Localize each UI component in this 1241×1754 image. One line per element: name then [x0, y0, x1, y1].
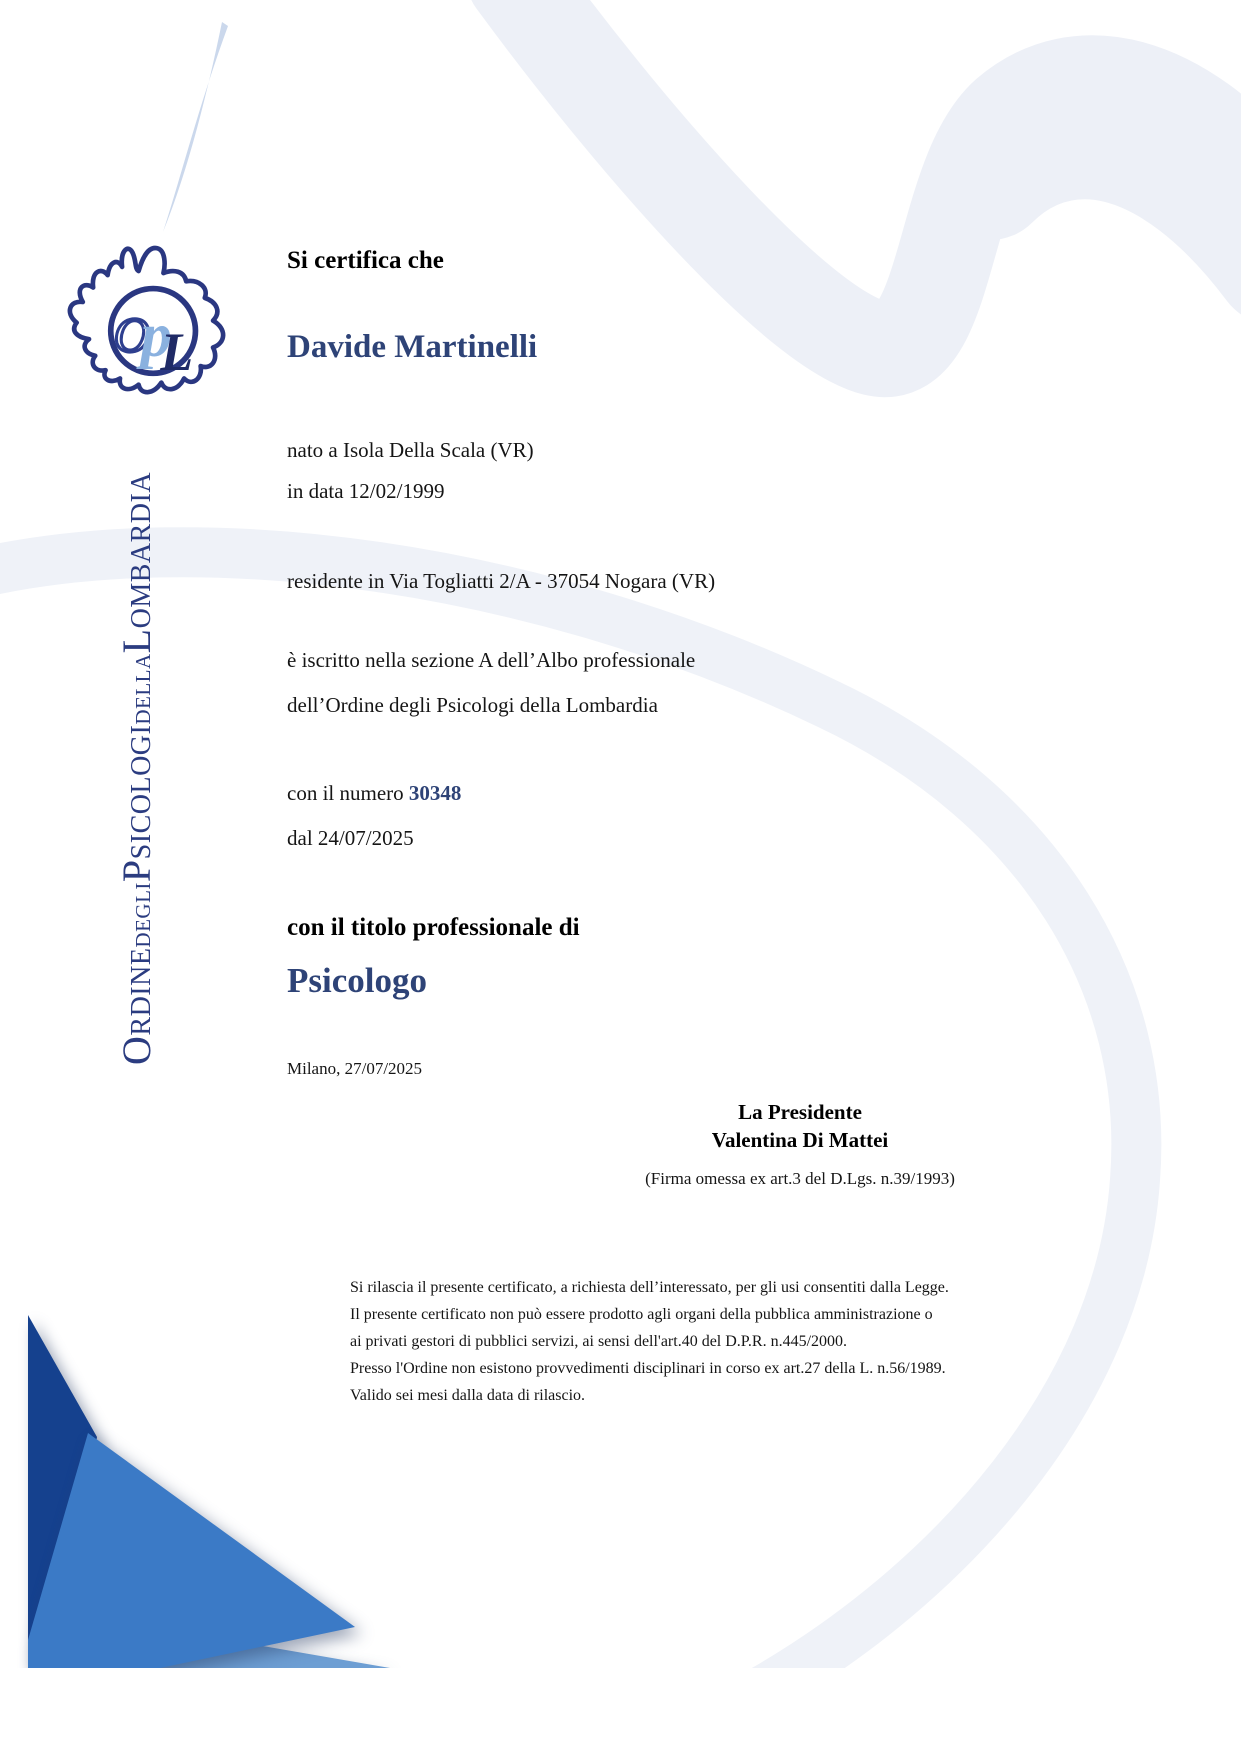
- sidebar-text-segment: DEGLI: [131, 882, 155, 948]
- registration-number-line: [287, 781, 461, 806]
- registration-number-value: 30348: [408, 781, 462, 805]
- professional-title-label: con il titolo professionale di: [287, 914, 580, 941]
- sidebar-vertical-text: [114, 472, 169, 1065]
- signature-block: [600, 1098, 1000, 1193]
- logo-letter-o-icon: O: [113, 307, 150, 363]
- registration-date-line: dal 24/07/2025: [287, 826, 414, 850]
- birth-place-line: nato a Isola Della Scala (VR): [287, 438, 534, 462]
- sidebar-text-segment: SICOLOGI: [126, 724, 157, 860]
- sidebar-text-segment: O: [114, 1035, 159, 1065]
- logo-letter-l-icon: L: [160, 322, 194, 383]
- professional-title-value: Psicologo: [287, 961, 427, 1000]
- sidebar-text-segment: RDINE: [126, 947, 157, 1036]
- birth-date-line: in data 12/02/1999: [287, 479, 445, 503]
- certify-label: Si certifica che: [287, 247, 444, 274]
- sidebar-text-segment: DELLA: [131, 653, 155, 725]
- signature-omission-note: (Firma omessa ex art.3 del D.Lgs. n.39/1993): [645, 1169, 955, 1188]
- sidebar-text-segment: P: [114, 859, 159, 883]
- signature-name: Valentina Di Mattei: [711, 1128, 889, 1152]
- registration-number-label: con il numero: [287, 781, 409, 805]
- footer-line: Il presente certificato non può essere prodotto agli organi della pubblica amministrazione o: [350, 1306, 933, 1323]
- top-left-sliver: [163, 22, 228, 232]
- ribbon-swoosh-tail: [990, 139, 1241, 265]
- footer-line: Si rilascia il presente certificato, a richiesta dell’interessato, per gli usi consentiti dalla Legge.: [350, 1279, 949, 1296]
- certificate-footer-note: [350, 1274, 949, 1409]
- enrollment-line-1: è iscritto nella sezione A dell’Albo professionale: [287, 648, 696, 672]
- footer-line: ai privati gestori di pubblici servizi, ai sensi dell'art.40 del D.P.R. n.445/2000.: [350, 1333, 848, 1350]
- sidebar-text-segment: L: [114, 628, 159, 654]
- enrollment-line-2: dell’Ordine degli Psicologi della Lombardia: [287, 693, 658, 717]
- residence-line: residente in Via Togliatti 2/A - 37054 Nogara (VR): [287, 569, 716, 593]
- person-name: Davide Martinelli: [287, 329, 538, 365]
- logo-letter-p-icon: p: [140, 301, 172, 370]
- signature-role: La Presidente: [738, 1100, 862, 1124]
- opl-logo: [60, 240, 240, 395]
- footer-line: Presso l'Ordine non esistono provvedimenti disciplinari in corso ex art.27 della L. n.56/1989.: [350, 1360, 946, 1377]
- sidebar-text-segment: OMBARDIA: [126, 471, 157, 629]
- issue-place-date: Milano, 27/07/2025: [287, 1059, 423, 1078]
- footer-line: Valido sei mesi dalla data di rilascio.: [350, 1387, 586, 1404]
